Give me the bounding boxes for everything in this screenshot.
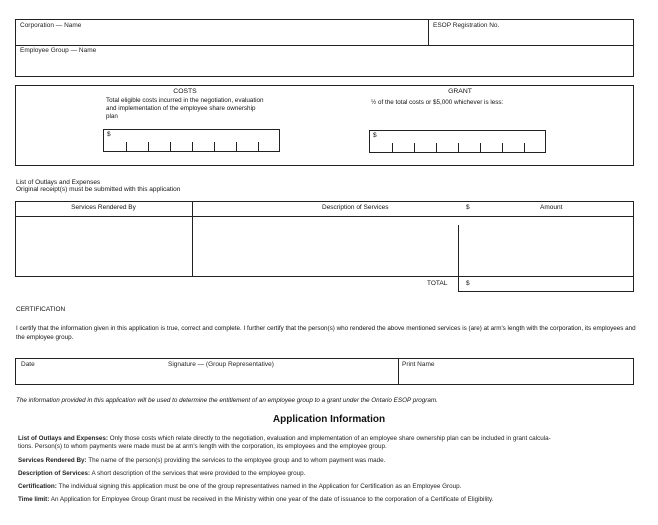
certification-statement: I certify that the information given in this application is true, correct and complete. I further certify that the person(s) who rendered the above mentioned services is (are) at arm's length with the corporation, its employees and the employee group. xyxy=(16,325,636,341)
header-row-divider xyxy=(15,45,634,46)
total-currency: $ xyxy=(466,280,470,287)
corporation-name-field[interactable] xyxy=(20,31,420,42)
esop-registration-field[interactable] xyxy=(433,31,628,42)
info-item-certification xyxy=(18,483,638,491)
grant-amount-field[interactable] xyxy=(378,142,538,152)
info-term: Certification: xyxy=(18,483,57,490)
col-header-currency: $ xyxy=(466,204,470,211)
col-header-description: Description of Services xyxy=(322,204,389,211)
info-item-outlays-continuation: tions. Person(s) to whom payments were made must be at arm's length with the corporation, its employees and the employee group. xyxy=(18,443,387,450)
costs-title: COSTS xyxy=(173,88,197,95)
outlays-col-divider-2 xyxy=(458,225,459,277)
esop-registration-label: ESOP Registration No. xyxy=(433,22,500,29)
date-field[interactable] xyxy=(21,370,161,382)
outlays-header-divider xyxy=(15,216,634,217)
info-text: A short description of the services that were provided to the employee group. xyxy=(91,470,306,477)
info-text: The name of the person(s) providing the services to the employee group and to whom payment was made. xyxy=(88,457,386,464)
info-text: An Application for Employee Group Grant must be received in the Ministry within one year of the date of issuance to the corporation of a Certificate of Eligibility. xyxy=(50,496,494,503)
signature-label: Signature — (Group Representative) xyxy=(168,361,274,368)
info-item-description-of-services xyxy=(18,470,638,478)
date-label: Date xyxy=(21,361,35,368)
privacy-notice: The information provided in this application will be used to determine the entitlement of an employee group to a grant under the Ontario ESOP program. xyxy=(16,397,438,404)
info-item-outlays xyxy=(18,435,638,443)
info-term: Description of Services: xyxy=(18,470,91,477)
description-of-services-input[interactable] xyxy=(196,220,454,272)
print-name-label: Print Name xyxy=(402,361,435,368)
corporation-name-label: Corporation — Name xyxy=(20,22,82,29)
costs-currency-symbol: $ xyxy=(107,131,111,138)
total-label: TOTAL xyxy=(427,280,448,287)
total-amount-field[interactable] xyxy=(476,279,631,289)
info-term: Time limit: xyxy=(18,496,50,503)
grant-description: ½ of the total costs or $5,000 whichever is less: xyxy=(371,99,504,106)
info-item-services-rendered-by xyxy=(18,457,638,465)
services-rendered-by-input[interactable] xyxy=(19,220,187,272)
info-term: Services Rendered By: xyxy=(18,457,87,464)
outlays-subheading: Original receipt(s) must be submitted with this application xyxy=(16,186,181,193)
amount-input[interactable] xyxy=(462,226,630,272)
certification-heading: CERTIFICATION xyxy=(16,306,66,313)
costs-description: Total eligible costs incurred in the negotiation, evaluation and implementation of the employee share ownership plan xyxy=(106,97,264,121)
employee-group-name-field[interactable] xyxy=(20,58,620,72)
col-header-services-rendered-by: Services Rendered By xyxy=(71,204,136,211)
header-divider xyxy=(428,19,429,45)
outlays-col-divider-1 xyxy=(192,201,193,277)
info-term: List of Outlays and Expenses: xyxy=(18,435,108,442)
info-text: The individual signing this application must be one of the group representatives named in the Application for Certification as an Employee Group. xyxy=(58,483,462,490)
total-underline xyxy=(458,291,634,292)
grant-currency-symbol: $ xyxy=(373,132,377,139)
info-item-time-limit xyxy=(18,496,638,504)
outlays-heading: List of Outlays and Expenses xyxy=(16,179,101,186)
grant-title: GRANT xyxy=(448,88,472,95)
print-name-field[interactable] xyxy=(402,370,630,382)
application-information-title: Application Information xyxy=(272,414,386,425)
total-right-edge xyxy=(633,277,634,291)
signature-divider xyxy=(398,358,399,385)
costs-amount-field[interactable] xyxy=(112,141,272,151)
info-text: Only those costs which relate directly to the negotiation, evaluation and implementation of an employee share ownership plan can be included in grant calcula- xyxy=(109,435,551,442)
signature-field[interactable] xyxy=(168,370,393,382)
col-header-amount: Amount xyxy=(540,204,563,211)
total-divider xyxy=(458,277,459,291)
employee-group-name-label: Employee Group — Name xyxy=(20,47,97,54)
